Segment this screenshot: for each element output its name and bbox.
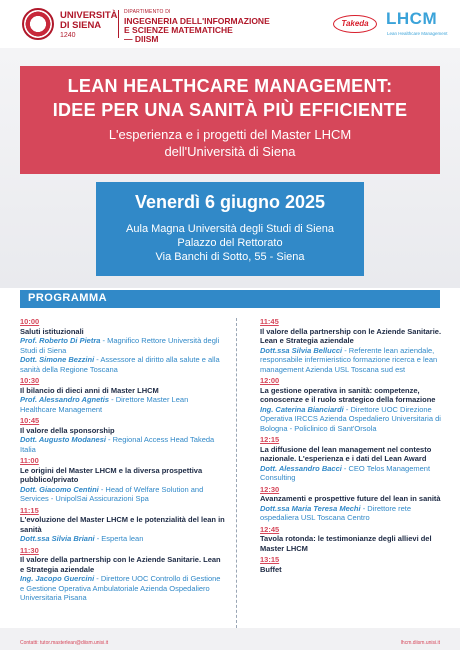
footer [0,628,460,650]
programma-entry [260,317,450,374]
entry-speaker [20,574,225,603]
takeda-logo: Takeda [333,15,377,33]
speaker-role: - Regional Access Head Takeda Italia [20,435,215,454]
entry-time: 12:00 [260,376,280,385]
event-venue [96,222,364,264]
programma-entry [260,376,450,433]
programma-heading: PROGRAMMA [28,292,108,304]
event-title [20,74,440,122]
speaker-role: - Head of Welfare Solution and Services - UnipolSai Assicurazioni Spa [20,484,204,503]
lhcm-logo: LHCM [386,9,438,28]
entry-title: Saluti istituzionali [20,326,84,336]
programma-right-column [260,317,450,576]
entry-speaker [260,346,450,375]
unisi-line2: DI SIENA [60,20,102,31]
unisi-year: 1240 [60,32,76,39]
entry-title: Il valore della sponsorship [20,425,115,435]
speaker-role: - Direttore Master Lean Healthcare Management [20,395,189,414]
footer-website: lhcm.diism.unisi.it [400,640,440,646]
entry-time: 12:45 [260,524,280,534]
title-line1: LEAN HEALTHCARE MANAGEMENT: [67,76,393,96]
entry-title: Tavola rotonda: le testimonianze degli allievi del Master LHCM [260,534,432,553]
entry-speaker [20,534,225,544]
university-seal-logo [22,8,54,40]
diism-small: DIPARTIMENTO DI [124,9,171,15]
entry-title: Buffet [260,564,282,574]
programma-entry [20,546,225,603]
speaker-name: Dott. Giacomo Centini [20,484,99,494]
venue-line2: Palazzo del Rettorato [177,237,283,249]
speaker-role: - Direttore UOC Controllo di Gestione e Gestione Operativa Ambulatoriale Azienda Ospedaliero Universitaria Pisana [20,574,221,602]
speaker-role: - Direttore rete ospedaliera USL Toscana Centro [260,503,412,522]
entry-speaker [260,405,450,434]
diism-line3: — DIISM [124,34,159,44]
speaker-name: Ing. Caterina Bianciardi [260,404,344,414]
title-line2: IDEE PER UNA SANITÀ PIÙ EFFICIENTE [52,100,408,120]
speaker-name: Ing. Jacopo Guercini [20,574,95,583]
venue-line1: Aula Magna Università degli Studi di Siena [126,223,334,235]
programma-entry [20,506,225,544]
speaker-name: Dott.ssa Maria Teresa Mechi [260,503,361,513]
footer-contact: Contatti: tutor.masterlean@diism.unisi.it [20,640,109,646]
entry-title: Il valore della partnership con le Aziende Sanitarie. Lean e Strategia aziendale [20,555,221,574]
venue-line3: Via Banchi di Sotto, 55 - Siena [155,251,305,263]
entry-speaker [20,395,225,414]
speaker-name: Prof. Alessandro Agnetis [20,395,110,404]
header-divider [118,10,119,38]
unisi-line1: UNIVERSITÀ [60,10,118,21]
diism-line1: INGEGNERIA DELL'INFORMAZIONE [124,16,270,26]
entry-title: La diffusione del lean management nel contesto nazionale. L'esperienza e i dati del Lean Award [260,444,432,463]
programma-entry [20,376,225,414]
speaker-role: - Magnifico Rettore Università degli Studi di Siena [20,336,220,355]
entry-time: 10:00 [20,317,40,326]
speaker-role: - Referente lean aziendale, responsabile infermieristico formazione ricerca e lean management Azienda USL Toscana sud est [260,345,438,374]
entry-speaker [20,336,225,355]
entry-time: 10:30 [20,376,40,385]
programma-entry [20,456,225,504]
entry-speaker [260,504,450,523]
university-logo-text [60,11,118,41]
entry-time: 11:45 [260,317,279,326]
speaker-name: Dott. Simone Bezzini [20,355,95,364]
speaker-role: - Direttore UOC Direzione Operativa IRCCS Azienda Ospedaliero Universitaria di Bologna - Policlinico di Sant'Orsola [260,404,441,433]
entry-speaker [20,435,225,454]
subtitle-line2: dell'Università di Siena [164,144,296,159]
programma-entry [20,416,225,454]
entry-time: 11:15 [20,505,39,515]
subtitle-line1: L'esperienza e i progetti del Master LHCM [108,127,352,142]
entry-speaker [20,355,225,374]
programma-entry [260,485,450,523]
entry-time: 10:45 [20,416,40,425]
speaker-role: - CEO Telos Management Consulting [260,463,431,482]
programma-entry [20,317,225,374]
entry-title: La gestione operativa in sanità: competenze, conoscenze e il ruolo strategico della formazione [260,385,436,404]
entry-speaker [20,485,225,504]
programma-left-column [20,317,225,605]
column-divider [236,318,237,628]
department-logo-text [124,8,270,44]
programma-entry [260,525,450,554]
header [0,0,460,48]
programma-entry [260,555,450,574]
entry-title: Il bilancio di dieci anni di Master LHCM [20,385,159,395]
entry-time: 11:30 [20,545,39,555]
entry-time: 11:00 [20,456,39,465]
entry-title: Il valore della partnership con le Aziende Sanitarie. Lean e Strategia aziendale [260,326,442,345]
speaker-role: - Esperta lean [94,534,144,543]
entry-time: 13:15 [260,555,280,564]
entry-speaker [260,464,450,483]
speaker-name: Dott.ssa Silvia Bellucci [260,345,343,355]
speaker-name: Dott. Augusto Modanesi [20,435,106,444]
event-date: Venerdì 6 giugno 2025 [134,192,326,212]
entry-title: Le origini del Master LHCM e la diversa prospettiva pubblico/privato [20,465,203,484]
speaker-name: Dott.ssa Silvia Briani [20,534,95,543]
lhcm-logo-subtitle: Lean Healthcare Management [387,31,448,36]
speaker-role: - Assessore al diritto alla salute e alla sanità della Regione Toscana [20,355,220,374]
speaker-name: Prof. Roberto Di Pietra [20,336,101,345]
speaker-name: Dott. Alessandro Bacci [260,463,342,473]
entry-time: 12:30 [260,484,280,494]
entry-title: L'evoluzione del Master LHCM e le potenzialità del lean in sanità [20,515,225,534]
entry-time: 12:15 [260,435,280,444]
event-subtitle [20,126,440,160]
entry-title: Avanzamenti e prospettive future del lean in sanità [260,494,441,503]
diism-line2: E SCIENZE MATEMATICHE [124,25,233,35]
programma-entry [260,435,450,483]
